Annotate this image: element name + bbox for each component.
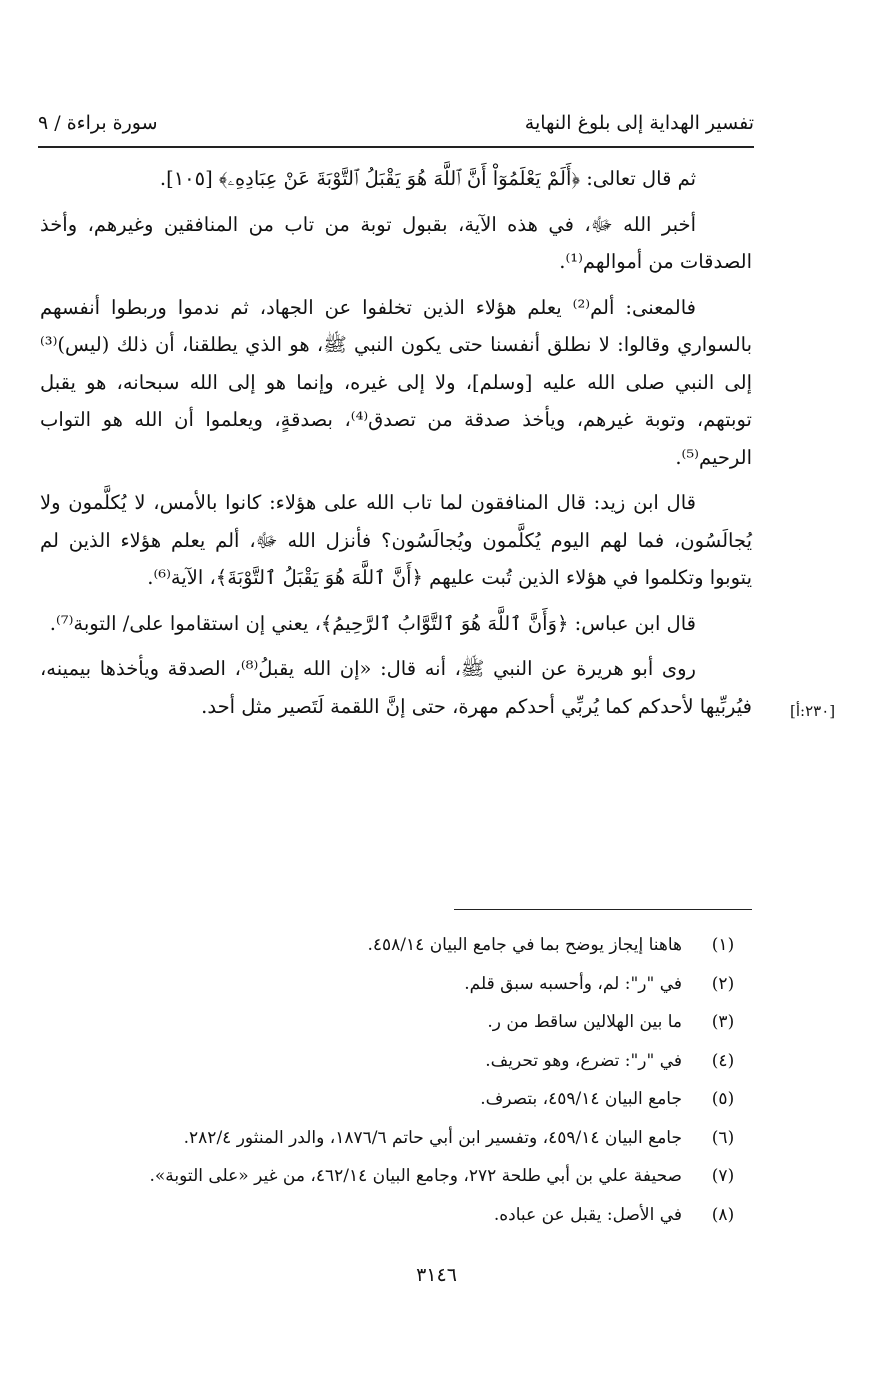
footnote-divider (454, 909, 752, 910)
book-title: تفسير الهداية إلى بلوغ النهاية (524, 112, 754, 134)
footnote-text: هاهنا إيجاز يوضح بما في جامع البيان ٤٥٨/١٤. (367, 935, 682, 955)
footnote-text: في الأصل: يقبل عن عباده. (493, 1204, 682, 1225)
paragraph: قال ابن عباس: ﴿وَأَنَّ ٱللَّهَ هُوَ ٱلتَّوَّابُ ٱلرَّحِيمُ﴾، يعني إن استقاموا على/ التوبة⁽⁷⁾. (49, 611, 696, 635)
footnote (40, 1196, 752, 1235)
paragraph: روى أبو هريرة عن النبي ﷺ، أنه قال: «إن الله يقبلُ⁽⁸⁾، الصدقة ويأخذها بيمينه، فيُربِّيها لأحدكم كما يُربِّي أحدكم مهرة، حتى إنَّ اللقمة لَتَصير مثل أحد. (40, 657, 752, 718)
footnote-text: ما بين الهلالين ساقط من ر. (487, 1012, 682, 1032)
footnote-text: جامع البيان ٤٥٩/١٤، وتفسير ابن أبي حاتم ١٨٧٦/٦، والدر المنثور ٢٨٢/٤. (183, 1127, 682, 1148)
surah-label: سورة براءة / ٩ (38, 112, 158, 134)
footnote-text: في "ر": تضرع، وهو تحريف. (485, 1050, 682, 1071)
footnote (40, 926, 752, 965)
footnote (40, 1119, 752, 1158)
footnote-number: (١) (711, 935, 735, 955)
footnote-number: (٢) (711, 973, 735, 994)
footnote (40, 1157, 752, 1196)
footnote-number: (٨) (711, 1204, 735, 1225)
footnote (40, 965, 752, 1004)
footnote-text: جامع البيان ٤٥٩/١٤، بتصرف. (480, 1089, 682, 1109)
paragraph: قال ابن زيد: قال المنافقون لما تاب الله على هؤلاء: كانوا بالأمس، لا يُكلَّمون ولا يُجالَسُون، فما لهم اليوم يُكلَّمون ويُجالَسُون؟ فأنزل الله ﷻ، ألم يعلم هؤلاء الذين لم يتوبوا وتكلموا في هؤلاء الذين تُبت عليهم ﴿أَنَّ ٱللَّهَ هُوَ يَقْبَلُ ٱلتَّوْبَةَ﴾، الآية⁽⁶⁾. (40, 491, 752, 589)
footnote-number: (٥) (711, 1089, 735, 1109)
footnote (40, 1042, 752, 1081)
manuscript-margin-reference: [٢٣٠:أ] (790, 702, 836, 720)
main-text (40, 160, 752, 733)
footnote-text: صحيفة علي بن أبي طلحة ٢٧٢، وجامع البيان ٤٦٢/١٤، من غير «على التوبة». (149, 1166, 682, 1186)
paragraph: أخبر الله ﷻ، في هذه الآية، بقبول توبة من تاب من المنافقين وغيرهم، وأخذ الصدقات من أموالهم⁽¹⁾. (40, 212, 752, 273)
footnote-number: (٦) (711, 1127, 735, 1148)
footnote-text: في "ر": لم، وأحسبه سبق قلم. (464, 973, 682, 994)
page-number: ٣١٤٦ (416, 1264, 457, 1286)
paragraph: ثم قال تعالى: ﴿أَلَمْ يَعْلَمُوٓاْ أَنَّ ٱللَّهَ هُوَ يَقْبَلُ ٱلتَّوْبَةَ عَنْ عِبَادِهِۦ﴾ [١٠٥]. (159, 167, 696, 190)
paragraph: فالمعنى: ألم⁽²⁾ يعلم هؤلاء الذين تخلفوا عن الجهاد، ثم ندموا وربطوا أنفسهم بالسواري وقالوا: لا نطلق أنفسنا حتى يكون النبي ﷺ، هو الذي يطلقنا، أن ذلك (ليس)⁽³⁾ إلى النبي صلى الله عليه [وسلم]، ولا إلى غيره، وإنما هو إلى الله سبحانه، هو يقبل توبتهم، وتوبة غيرهم، ويأخذ صدقة من تصدق⁽⁴⁾، بصدقةٍ، ويعلموا أن الله هو التواب الرحيم⁽⁵⁾. (40, 295, 752, 469)
page-header (38, 106, 754, 148)
footnote (40, 1003, 752, 1042)
footnotes (40, 926, 752, 1234)
footnote-number: (٤) (711, 1050, 735, 1071)
footnote-number: (٧) (711, 1166, 735, 1186)
footnote-number: (٣) (711, 1012, 735, 1032)
footnote (40, 1080, 752, 1119)
